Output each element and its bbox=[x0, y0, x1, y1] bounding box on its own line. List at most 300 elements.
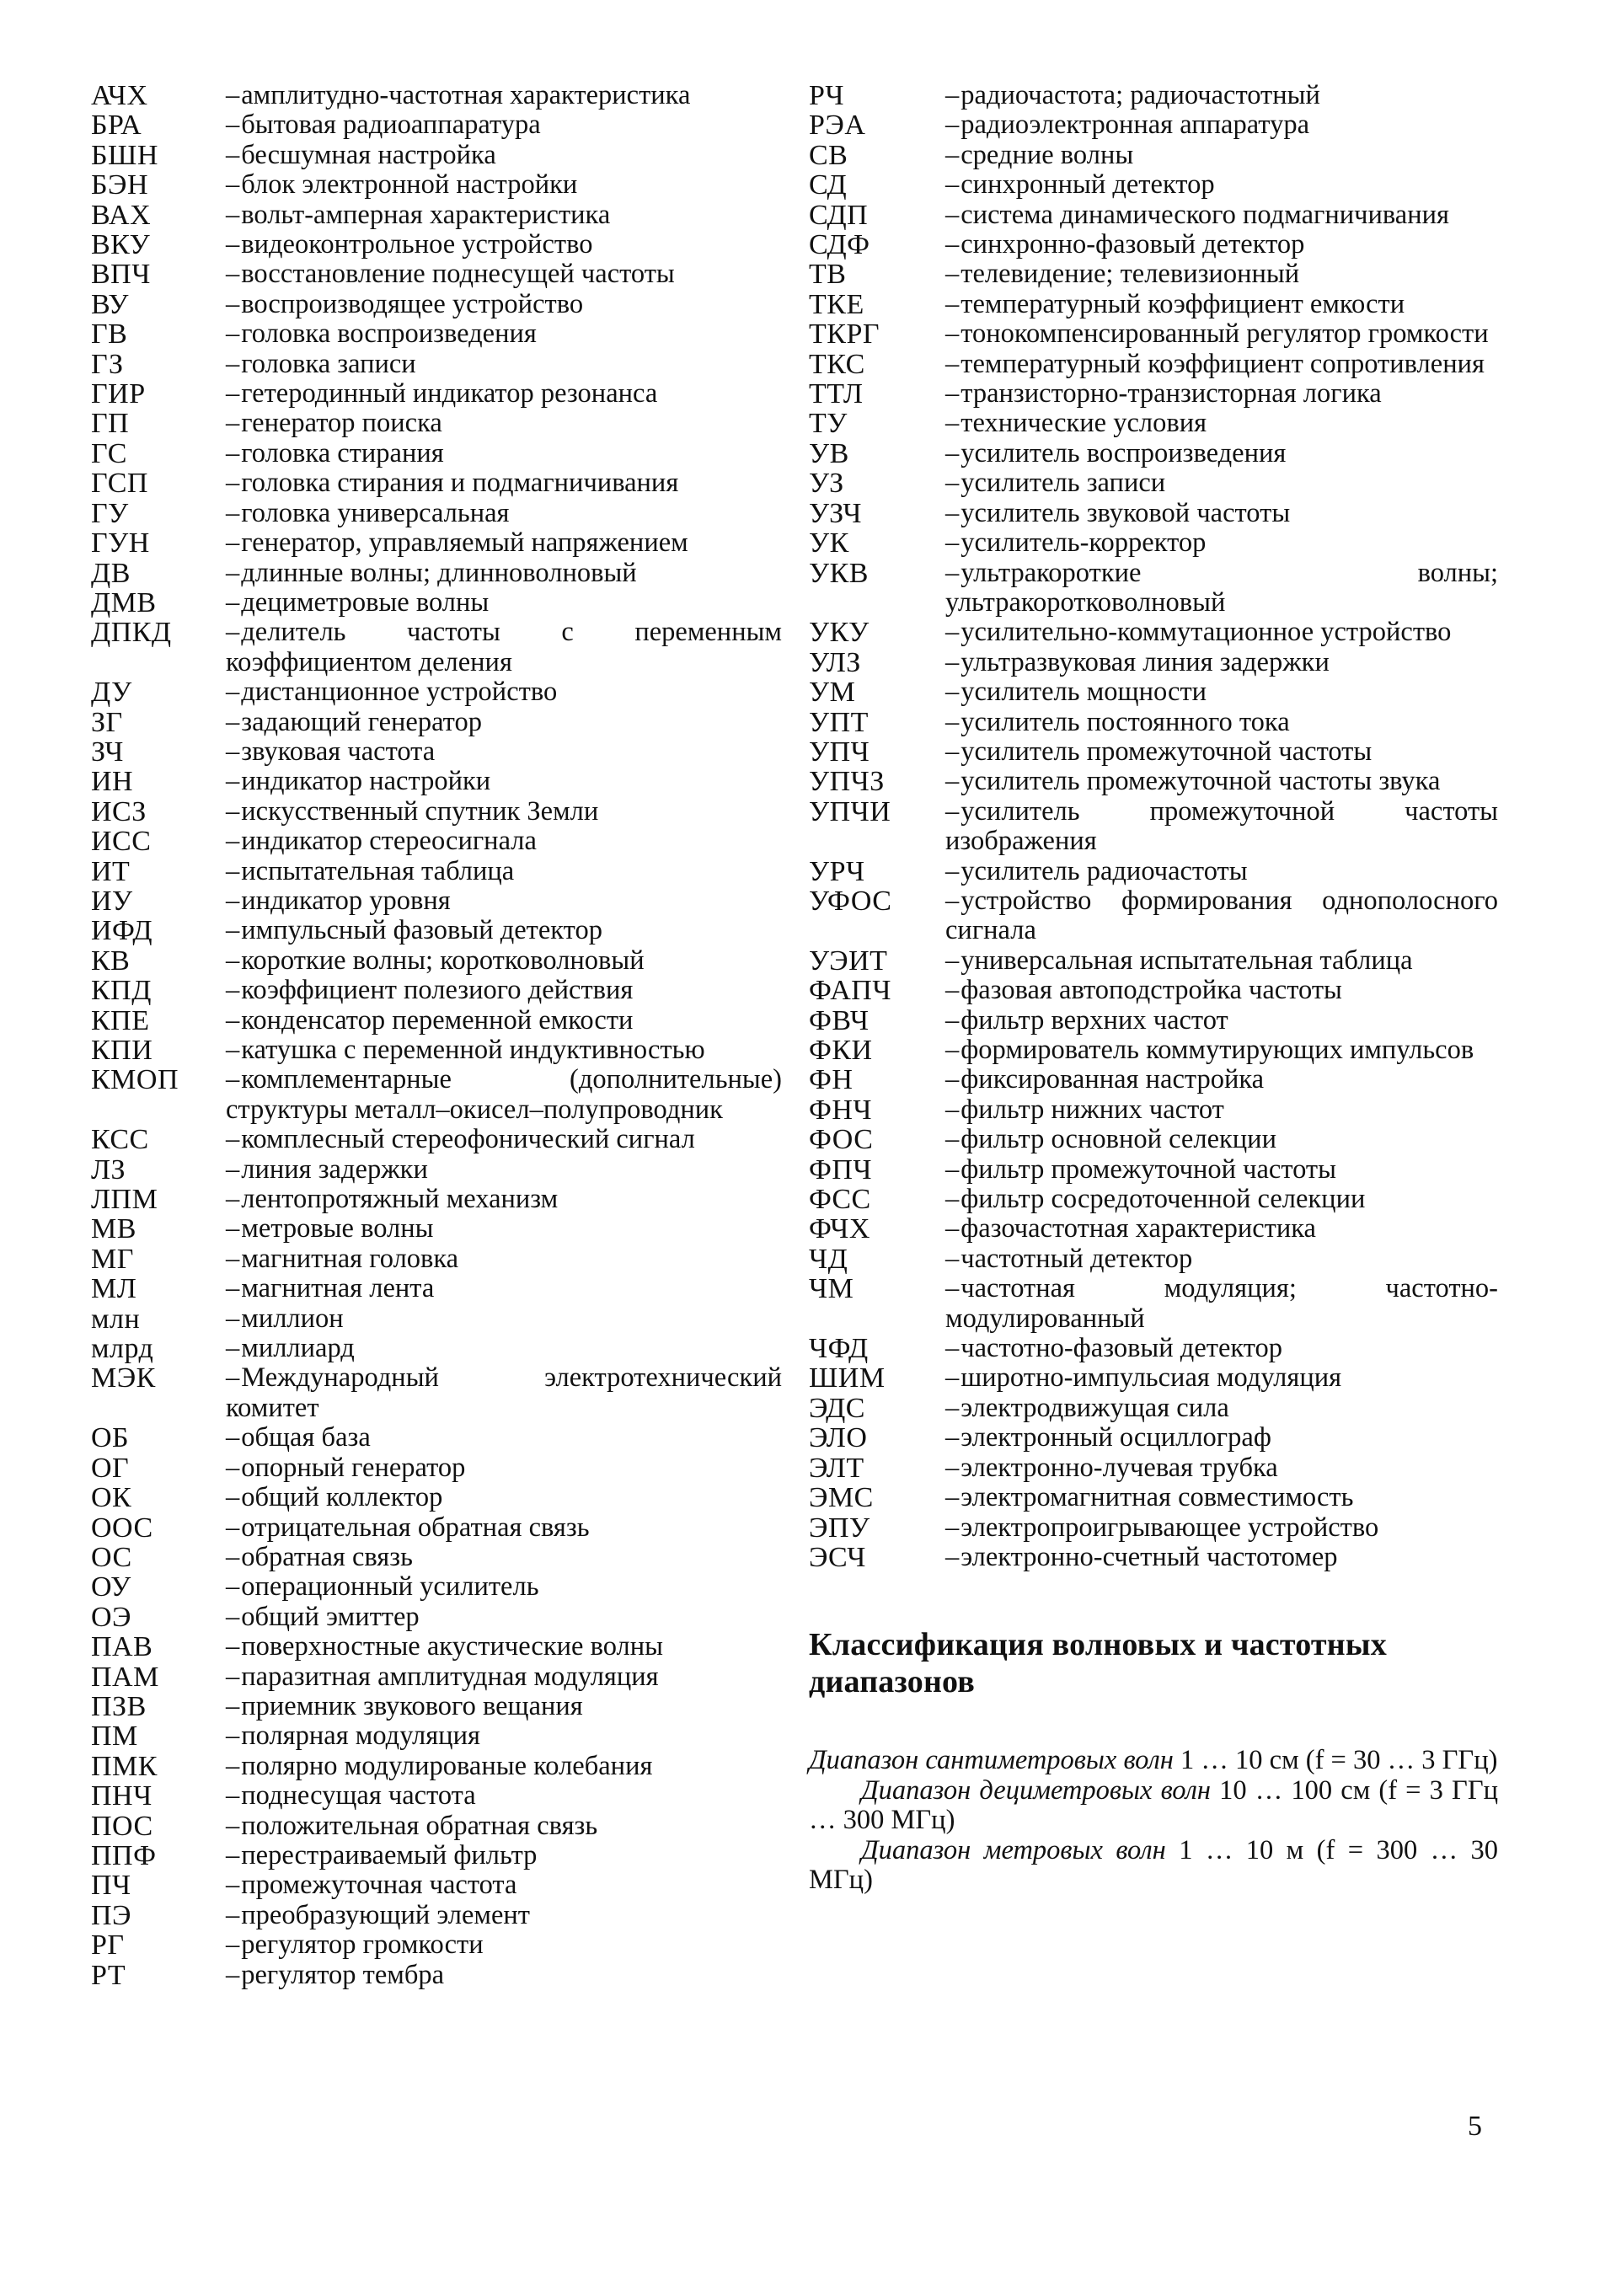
abbreviation-entry bbox=[809, 1334, 1498, 1363]
abbreviation-term: ЧД bbox=[809, 1243, 848, 1275]
abbreviation-term: СДФ bbox=[809, 229, 870, 261]
definition-text: конденсатор переменной емкости bbox=[241, 1004, 634, 1036]
dash-separator: – bbox=[945, 1273, 960, 1304]
abbreviation-term: ТКРГ bbox=[809, 318, 880, 351]
abbreviation-definition bbox=[945, 260, 1498, 289]
definition-text: положительная обратная связь bbox=[241, 1810, 598, 1841]
abbreviation-definition bbox=[945, 499, 1498, 528]
dash-separator: – bbox=[945, 288, 960, 319]
abbreviation-term: ФВЧ bbox=[809, 1004, 870, 1036]
abbreviation-definition bbox=[945, 737, 1498, 767]
abbreviation-entry bbox=[809, 1214, 1498, 1244]
abbreviation-definition bbox=[226, 1006, 782, 1036]
definition-text: частотный детектор bbox=[961, 1243, 1193, 1274]
abbreviation-entry bbox=[91, 499, 782, 528]
abbreviation-entry bbox=[91, 1065, 782, 1125]
abbreviation-entry bbox=[809, 648, 1498, 677]
abbreviation-term: ФН bbox=[809, 1064, 853, 1096]
abbreviation-term: ОГ bbox=[91, 1452, 130, 1484]
dash-separator: – bbox=[226, 1571, 240, 1603]
abbreviation-term: ОС bbox=[91, 1541, 132, 1573]
abbreviation-definition bbox=[226, 1125, 782, 1154]
abbreviation-definition bbox=[226, 1036, 782, 1065]
abbreviation-entry bbox=[809, 1065, 1498, 1094]
definition-text: усилитель радиочастоты bbox=[961, 855, 1248, 886]
abbreviation-entry bbox=[91, 886, 782, 916]
abbreviation-entry bbox=[91, 1125, 782, 1154]
abbreviation-definition bbox=[945, 141, 1498, 170]
definition-text: температурный коэффициент емкости bbox=[961, 288, 1405, 319]
abbreviation-term: ЗГ bbox=[91, 706, 123, 738]
abbreviation-entry bbox=[809, 737, 1498, 767]
abbreviation-definition bbox=[945, 350, 1498, 379]
abbreviation-entry bbox=[91, 1603, 782, 1632]
dash-separator: – bbox=[226, 1153, 240, 1185]
dash-separator: – bbox=[945, 855, 960, 886]
abbreviation-term: ВУ bbox=[91, 288, 129, 320]
abbreviation-definition bbox=[226, 290, 782, 319]
dash-separator: – bbox=[226, 1512, 240, 1543]
abbreviation-term: УКУ bbox=[809, 617, 870, 649]
abbreviation-term: ПНЧ bbox=[91, 1780, 153, 1812]
abbreviation-term: ГВ bbox=[91, 318, 128, 351]
definition-text: синхронно-фазовый детектор bbox=[961, 229, 1305, 260]
abbreviation-definition bbox=[226, 439, 782, 468]
range-text: 10 … 100 см (f = 3 ГГц … 300 МГц) bbox=[809, 1774, 1498, 1836]
abbreviation-definition bbox=[226, 110, 782, 140]
dash-separator: – bbox=[945, 1512, 960, 1543]
definition-text: фильтр верхних частот bbox=[961, 1004, 1228, 1036]
abbreviation-term: ОЭ bbox=[91, 1601, 131, 1633]
abbreviation-definition bbox=[226, 528, 782, 558]
dash-separator: – bbox=[226, 1303, 240, 1334]
definition-text: короткие волны; коротковолновый bbox=[241, 945, 645, 976]
abbreviation-entry bbox=[809, 767, 1498, 796]
dash-separator: – bbox=[945, 1482, 960, 1513]
abbreviation-definition bbox=[226, 141, 782, 170]
definition-text: магнитная головка bbox=[241, 1243, 459, 1274]
abbreviation-entry bbox=[809, 1006, 1498, 1036]
abbreviation-definition bbox=[226, 1721, 782, 1751]
abbreviation-term: ФАПЧ bbox=[809, 975, 891, 1007]
abbreviation-definition bbox=[945, 618, 1498, 647]
abbreviation-entry bbox=[91, 1155, 782, 1185]
definition-text: Международный электротехнический комитет bbox=[226, 1362, 782, 1423]
abbreviation-definition bbox=[945, 1394, 1498, 1423]
abbreviation-entry bbox=[809, 260, 1498, 289]
abbreviation-term: ВКУ bbox=[91, 229, 151, 261]
dash-separator: – bbox=[226, 557, 240, 588]
abbreviation-definition bbox=[226, 1961, 782, 1990]
definition-text: универсальная испытательная таблица bbox=[961, 945, 1413, 976]
abbreviation-entry bbox=[91, 1185, 782, 1214]
abbreviation-entry bbox=[809, 946, 1498, 976]
abbreviation-definition bbox=[226, 559, 782, 588]
definition-text: лентопротяжный механизм bbox=[241, 1184, 559, 1215]
abbreviation-definition bbox=[226, 1603, 782, 1632]
dash-separator: – bbox=[945, 1124, 960, 1155]
dash-separator: – bbox=[226, 1035, 240, 1065]
definition-text: искусственный спутник Земли bbox=[241, 795, 599, 827]
abbreviation-entry bbox=[91, 1006, 782, 1036]
abbreviation-entry bbox=[809, 499, 1498, 528]
abbreviation-definition bbox=[945, 946, 1498, 976]
definition-text: головка стирания и подмагничивания bbox=[241, 468, 679, 499]
abbreviation-definition bbox=[226, 1185, 782, 1214]
definition-text: гетеродинный индикатор резонанса bbox=[241, 378, 658, 409]
dash-separator: – bbox=[226, 1839, 240, 1871]
dash-separator: – bbox=[226, 139, 240, 170]
abbreviation-term: ИН bbox=[91, 766, 134, 798]
definition-text: головка записи bbox=[241, 348, 416, 379]
abbreviation-term: ООС bbox=[91, 1512, 153, 1544]
abbreviation-entry bbox=[91, 946, 782, 976]
abbreviation-term: ОУ bbox=[91, 1571, 131, 1603]
abbreviation-definition bbox=[945, 1095, 1498, 1125]
abbreviation-entry bbox=[809, 141, 1498, 170]
abbreviation-entry bbox=[809, 81, 1498, 110]
abbreviation-entry bbox=[91, 1871, 782, 1900]
abbreviation-definition bbox=[226, 1244, 782, 1274]
dash-separator: – bbox=[226, 408, 240, 439]
dash-separator: – bbox=[945, 437, 960, 468]
abbreviation-entry bbox=[91, 827, 782, 856]
dash-separator: – bbox=[945, 1064, 960, 1095]
definition-text: формирователь коммутирующих импульсов bbox=[961, 1035, 1474, 1065]
abbreviation-definition bbox=[226, 1423, 782, 1453]
wave-ranges-section bbox=[809, 1626, 1498, 1895]
definition-text: усилитель постоянного тока bbox=[961, 706, 1290, 737]
abbreviation-entry bbox=[91, 588, 782, 618]
dash-separator: – bbox=[945, 527, 960, 559]
abbreviation-entry bbox=[809, 1423, 1498, 1453]
abbreviation-definition bbox=[226, 1363, 782, 1423]
definition-text: головка стирания bbox=[241, 437, 444, 468]
dash-separator: – bbox=[945, 468, 960, 499]
abbreviation-term: ЗЧ bbox=[91, 736, 124, 768]
abbreviation-term: УРЧ bbox=[809, 855, 865, 887]
abbreviation-definition bbox=[226, 618, 782, 677]
definition-text: усилительно-коммутационное устройство bbox=[961, 617, 1452, 648]
abbreviation-entry bbox=[809, 1095, 1498, 1125]
definition-text: радиочастота; радиочастотный bbox=[961, 80, 1320, 110]
abbreviation-definition bbox=[945, 468, 1498, 498]
abbreviation-term: ОБ bbox=[91, 1422, 130, 1454]
abbreviation-term: ДУ bbox=[91, 677, 132, 709]
dash-separator: – bbox=[945, 1184, 960, 1215]
dash-separator: – bbox=[226, 468, 240, 499]
dash-separator: – bbox=[945, 736, 960, 767]
dash-separator: – bbox=[945, 80, 960, 110]
dash-separator: – bbox=[226, 826, 240, 857]
range-paragraph-decimeter bbox=[809, 1776, 1498, 1836]
definition-text: фильтр промежуточной частоты bbox=[961, 1153, 1336, 1185]
dash-separator: – bbox=[226, 1929, 240, 1961]
abbreviation-definition bbox=[226, 1662, 782, 1692]
abbreviation-definition bbox=[945, 857, 1498, 886]
abbreviation-term: ИСЗ bbox=[91, 795, 147, 827]
abbreviation-definition bbox=[226, 677, 782, 707]
dash-separator: – bbox=[945, 169, 960, 201]
abbreviation-definition bbox=[226, 1513, 782, 1543]
definition-text: общая база bbox=[241, 1422, 371, 1453]
abbreviation-term: КСС bbox=[91, 1124, 149, 1156]
abbreviation-term: ГУН bbox=[91, 527, 150, 559]
abbreviation-definition bbox=[945, 1483, 1498, 1512]
abbreviation-definition bbox=[945, 439, 1498, 468]
dash-separator: – bbox=[226, 1690, 240, 1721]
abbreviation-term: БРА bbox=[91, 110, 142, 142]
abbreviation-entry bbox=[809, 170, 1498, 200]
abbreviation-definition bbox=[226, 1812, 782, 1841]
abbreviation-definition bbox=[945, 1363, 1498, 1393]
dash-separator: – bbox=[226, 1243, 240, 1274]
abbreviations-right-column bbox=[809, 81, 1498, 1895]
range-name: Диапазон метровых волн bbox=[861, 1834, 1166, 1865]
range-name: Диапазон сантиметровых волн bbox=[809, 1745, 1174, 1776]
abbreviation-term: УМ bbox=[809, 677, 856, 709]
abbreviation-entry bbox=[91, 1662, 782, 1692]
definition-text: частотная модуляция; частотно-модулированный bbox=[945, 1273, 1498, 1334]
range-text: 1 … 10 см (f = 30 … 3 ГГц) bbox=[1173, 1745, 1498, 1776]
abbreviation-entry bbox=[91, 1961, 782, 1990]
abbreviation-definition bbox=[226, 1214, 782, 1244]
abbreviation-definition bbox=[226, 797, 782, 827]
abbreviation-entry bbox=[91, 1543, 782, 1572]
abbreviation-definition bbox=[226, 1483, 782, 1512]
dash-separator: – bbox=[226, 975, 240, 1006]
abbreviation-entry bbox=[809, 1125, 1498, 1154]
definition-text: метровые волны bbox=[241, 1213, 434, 1244]
abbreviation-term: МЛ bbox=[91, 1273, 137, 1305]
abbreviation-term: УЛЗ bbox=[809, 646, 861, 678]
dash-separator: – bbox=[945, 1213, 960, 1244]
abbreviation-entry bbox=[91, 1036, 782, 1065]
abbreviation-definition bbox=[226, 827, 782, 856]
abbreviation-definition bbox=[226, 916, 782, 945]
abbreviation-definition bbox=[945, 1543, 1498, 1572]
dash-separator: – bbox=[945, 497, 960, 528]
abbreviation-entry bbox=[91, 767, 782, 796]
dash-separator: – bbox=[226, 1422, 240, 1453]
abbreviation-definition bbox=[226, 81, 782, 110]
dash-separator: – bbox=[226, 1064, 240, 1095]
abbreviation-entry bbox=[809, 1513, 1498, 1543]
abbreviation-term: УПЧИ bbox=[809, 795, 891, 827]
definition-text: катушка с переменной индуктивностью bbox=[241, 1035, 705, 1065]
definition-text: технические условия bbox=[961, 408, 1207, 439]
definition-text: дециметровые волны bbox=[241, 586, 490, 618]
definition-text: ультракороткие волны; ультракоротковолновый bbox=[945, 557, 1498, 618]
abbreviation-entry bbox=[809, 1244, 1498, 1274]
abbreviation-term: ГУ bbox=[91, 497, 129, 529]
dash-separator: – bbox=[945, 1452, 960, 1483]
dash-separator: – bbox=[945, 1243, 960, 1274]
dash-separator: – bbox=[226, 348, 240, 379]
abbreviation-definition bbox=[226, 201, 782, 230]
dash-separator: – bbox=[226, 1213, 240, 1244]
abbreviation-definition bbox=[226, 1781, 782, 1811]
abbreviation-term: ЛПМ bbox=[91, 1184, 158, 1216]
abbreviation-term: УПЧЗ bbox=[809, 766, 885, 798]
definition-text: частотно-фазовый детектор bbox=[961, 1333, 1283, 1364]
definition-text: амплитудно-частотная характеристика bbox=[241, 80, 691, 110]
dash-separator: – bbox=[226, 855, 240, 886]
definition-text: радиоэлектронная аппаратура bbox=[961, 110, 1309, 141]
definition-text: средние волны bbox=[961, 139, 1134, 170]
dash-separator: – bbox=[226, 617, 240, 648]
definition-text: система динамического подмагничивания bbox=[961, 199, 1449, 230]
dash-separator: – bbox=[945, 318, 960, 350]
dash-separator: – bbox=[945, 259, 960, 290]
abbreviation-term: ТТЛ bbox=[809, 378, 864, 410]
definition-text: электронно-счетный частотомер bbox=[961, 1541, 1338, 1572]
definition-text: электропроигрывающее устройство bbox=[961, 1512, 1379, 1543]
abbreviation-entry bbox=[809, 1394, 1498, 1423]
abbreviation-definition bbox=[226, 767, 782, 796]
abbreviation-term: ППФ bbox=[91, 1839, 157, 1871]
definition-text: генератор поиска bbox=[241, 408, 442, 439]
abbreviation-term: ГП bbox=[91, 408, 130, 440]
abbreviation-definition bbox=[945, 886, 1498, 946]
abbreviation-entry bbox=[809, 409, 1498, 438]
definition-text: фильтр нижних частот bbox=[961, 1094, 1224, 1125]
abbreviation-entry bbox=[809, 230, 1498, 260]
abbreviation-term: БШН bbox=[91, 139, 158, 171]
definition-text: звуковая частота bbox=[241, 736, 436, 767]
definition-text: усилитель звуковой частоты bbox=[961, 497, 1291, 528]
definition-text: усилитель записи bbox=[961, 468, 1166, 499]
abbreviation-term: ГИР bbox=[91, 378, 146, 410]
abbreviation-definition bbox=[945, 1513, 1498, 1543]
definition-text: фиксированная настройка bbox=[961, 1064, 1265, 1095]
dash-separator: – bbox=[226, 378, 240, 409]
abbreviation-entry bbox=[809, 468, 1498, 498]
definition-text: бесшумная настройка bbox=[241, 139, 496, 170]
abbreviation-entry bbox=[91, 1781, 782, 1811]
definition-text: блок электронной настройки bbox=[241, 169, 578, 201]
abbreviation-term: ПМК bbox=[91, 1750, 158, 1782]
dash-separator: – bbox=[226, 229, 240, 260]
abbreviation-definition bbox=[226, 409, 782, 438]
abbreviation-entry bbox=[91, 1304, 782, 1334]
abbreviation-definition bbox=[945, 767, 1498, 796]
abbreviation-definition bbox=[945, 1453, 1498, 1483]
definition-text: электромагнитная совместимость bbox=[961, 1482, 1354, 1513]
abbreviation-entry bbox=[91, 1513, 782, 1543]
definition-text: испытательная таблица bbox=[241, 855, 515, 886]
dash-separator: – bbox=[945, 1422, 960, 1453]
dash-separator: – bbox=[945, 348, 960, 379]
definition-text: миллиард bbox=[241, 1333, 355, 1364]
abbreviation-definition bbox=[226, 857, 782, 886]
definition-text: задающий генератор bbox=[241, 706, 482, 737]
definition-text: опорный генератор bbox=[241, 1452, 466, 1483]
abbreviation-entry bbox=[809, 1363, 1498, 1393]
dash-separator: – bbox=[226, 1004, 240, 1036]
abbreviation-entry bbox=[809, 379, 1498, 409]
definition-text: фильтр основной селекции bbox=[961, 1124, 1276, 1155]
abbreviation-definition bbox=[226, 1155, 782, 1185]
abbreviation-entry bbox=[91, 1721, 782, 1751]
abbreviation-term: ИСС bbox=[91, 826, 152, 858]
abbreviation-term: ТКС bbox=[809, 348, 865, 380]
definition-text: приемник звукового вещания bbox=[241, 1690, 583, 1721]
abbreviation-definition bbox=[226, 976, 782, 1005]
dash-separator: – bbox=[945, 1035, 960, 1065]
definition-text: электронно-лучевая трубка bbox=[961, 1452, 1278, 1483]
dash-separator: – bbox=[226, 706, 240, 737]
abbreviation-definition bbox=[945, 1334, 1498, 1363]
dash-separator: – bbox=[226, 110, 240, 141]
definition-text: длинные волны; длинноволновый bbox=[241, 557, 637, 588]
abbreviation-term: СД bbox=[809, 169, 848, 201]
dash-separator: – bbox=[226, 736, 240, 767]
dash-separator: – bbox=[945, 646, 960, 677]
abbreviation-term: БЭН bbox=[91, 169, 149, 201]
abbreviation-definition bbox=[226, 468, 782, 498]
definition-text: поверхностные акустические волны bbox=[241, 1631, 663, 1662]
abbreviation-term: ЧФД bbox=[809, 1333, 869, 1365]
abbreviations-right-list bbox=[809, 81, 1498, 1572]
abbreviation-entry bbox=[91, 468, 782, 498]
abbreviation-term: МВ bbox=[91, 1213, 136, 1245]
abbreviation-definition bbox=[226, 1632, 782, 1662]
definition-text: воспроизводящее устройство bbox=[241, 288, 584, 319]
abbreviation-entry bbox=[809, 201, 1498, 230]
definition-text: обратная связь bbox=[241, 1541, 413, 1572]
abbreviation-entry bbox=[91, 916, 782, 945]
abbreviation-term: УВ bbox=[809, 437, 849, 469]
abbreviation-term: УЗ bbox=[809, 468, 844, 500]
abbreviation-entry bbox=[91, 857, 782, 886]
abbreviation-term: ТВ bbox=[809, 259, 847, 291]
abbreviation-definition bbox=[226, 379, 782, 409]
abbreviation-term: ИФД bbox=[91, 915, 153, 947]
abbreviation-definition bbox=[945, 708, 1498, 737]
page-number: 5 bbox=[1468, 2111, 1482, 2142]
abbreviation-term: ЭПУ bbox=[809, 1512, 870, 1544]
abbreviation-entry bbox=[91, 110, 782, 140]
abbreviation-entry bbox=[91, 1274, 782, 1303]
abbreviation-entry bbox=[809, 290, 1498, 319]
abbreviation-term: ИТ bbox=[91, 855, 131, 887]
abbreviation-entry bbox=[91, 1632, 782, 1662]
abbreviation-definition bbox=[945, 1065, 1498, 1094]
abbreviation-entry bbox=[91, 1483, 782, 1512]
abbreviation-term: РТ bbox=[91, 1959, 126, 1991]
abbreviation-entry bbox=[91, 737, 782, 767]
abbreviation-term: ПМ bbox=[91, 1721, 138, 1753]
definition-text: линия задержки bbox=[241, 1153, 428, 1185]
dash-separator: – bbox=[226, 1184, 240, 1215]
abbreviation-term: ВАХ bbox=[91, 199, 152, 231]
definition-text: дистанционное устройство bbox=[241, 677, 558, 708]
abbreviation-term: СВ bbox=[809, 139, 848, 171]
dash-separator: – bbox=[226, 1601, 240, 1632]
abbreviation-entry bbox=[809, 1274, 1498, 1334]
abbreviation-definition bbox=[226, 1543, 782, 1572]
abbreviation-entry bbox=[91, 1841, 782, 1871]
abbreviation-definition bbox=[226, 946, 782, 976]
abbreviation-term: ЛЗ bbox=[91, 1153, 126, 1185]
abbreviation-definition bbox=[945, 201, 1498, 230]
abbreviation-term: ДМВ bbox=[91, 586, 157, 618]
dash-separator: – bbox=[945, 229, 960, 260]
abbreviation-term: КПД bbox=[91, 975, 152, 1007]
dash-separator: – bbox=[226, 1780, 240, 1812]
abbreviation-entry bbox=[91, 141, 782, 170]
